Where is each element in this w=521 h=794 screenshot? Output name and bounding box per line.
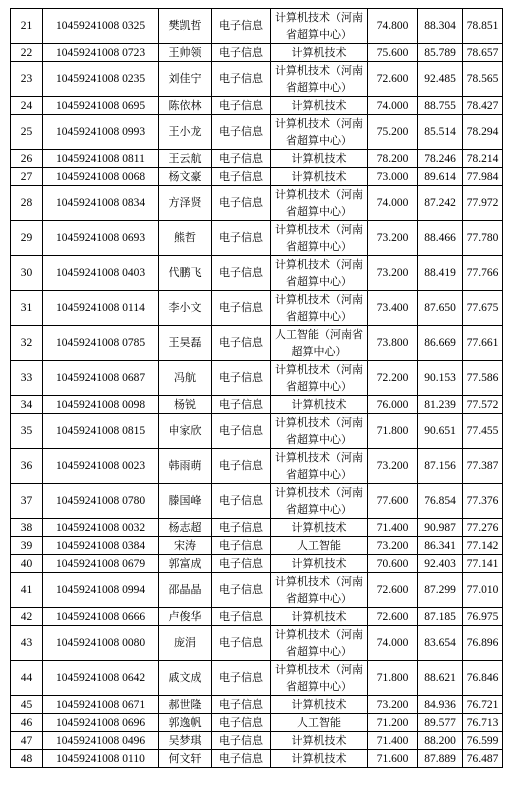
interview-score-cell: 86.341 bbox=[418, 537, 463, 555]
candidate-name-cell: 韩雨萌 bbox=[159, 449, 212, 484]
preliminary-score-cell: 75.200 bbox=[368, 115, 418, 150]
department-cell: 电子信息 bbox=[212, 750, 271, 768]
department-cell: 电子信息 bbox=[212, 484, 271, 519]
candidate-name-cell: 樊凯哲 bbox=[159, 9, 212, 44]
department-cell: 电子信息 bbox=[212, 714, 271, 732]
row-number-cell: 42 bbox=[11, 608, 43, 626]
total-score-cell: 77.141 bbox=[463, 555, 503, 573]
candidate-id-cell: 10459241008 0687 bbox=[43, 361, 159, 396]
candidate-name-cell: 方泽贤 bbox=[159, 186, 212, 221]
candidate-id-cell: 10459241008 0384 bbox=[43, 537, 159, 555]
interview-score-cell: 90.987 bbox=[418, 519, 463, 537]
total-score-cell: 78.657 bbox=[463, 44, 503, 62]
department-cell: 电子信息 bbox=[212, 9, 271, 44]
candidate-id-cell: 10459241008 0114 bbox=[43, 291, 159, 326]
table-row bbox=[11, 696, 503, 714]
preliminary-score-cell: 76.000 bbox=[368, 396, 418, 414]
total-score-cell: 76.721 bbox=[463, 696, 503, 714]
row-number-cell: 24 bbox=[11, 97, 43, 115]
interview-score-cell: 92.485 bbox=[418, 62, 463, 97]
row-number-cell: 43 bbox=[11, 626, 43, 661]
major-cell: 计算机技术（河南省超算中心） bbox=[271, 414, 368, 449]
table-row bbox=[11, 150, 503, 168]
major-cell: 计算机技术 bbox=[271, 396, 368, 414]
candidate-id-cell: 10459241008 0080 bbox=[43, 626, 159, 661]
major-cell: 计算机技术 bbox=[271, 168, 368, 186]
row-number-cell: 40 bbox=[11, 555, 43, 573]
candidate-id-cell: 10459241008 0666 bbox=[43, 608, 159, 626]
table-row bbox=[11, 256, 503, 291]
row-number-cell: 28 bbox=[11, 186, 43, 221]
candidate-id-cell: 10459241008 0496 bbox=[43, 732, 159, 750]
table-row bbox=[11, 414, 503, 449]
candidate-name-cell: 冯航 bbox=[159, 361, 212, 396]
major-cell: 计算机技术 bbox=[271, 44, 368, 62]
total-score-cell: 77.455 bbox=[463, 414, 503, 449]
candidate-id-cell: 10459241008 0235 bbox=[43, 62, 159, 97]
major-cell: 计算机技术 bbox=[271, 555, 368, 573]
department-cell: 电子信息 bbox=[212, 449, 271, 484]
candidate-id-cell: 10459241008 0110 bbox=[43, 750, 159, 768]
table-row bbox=[11, 221, 503, 256]
department-cell: 电子信息 bbox=[212, 396, 271, 414]
total-score-cell: 78.851 bbox=[463, 9, 503, 44]
table-row bbox=[11, 608, 503, 626]
total-score-cell: 77.586 bbox=[463, 361, 503, 396]
candidate-name-cell: 李小文 bbox=[159, 291, 212, 326]
table-row bbox=[11, 9, 503, 44]
candidate-id-cell: 10459241008 0642 bbox=[43, 661, 159, 696]
interview-score-cell: 89.577 bbox=[418, 714, 463, 732]
preliminary-score-cell: 77.600 bbox=[368, 484, 418, 519]
candidate-id-cell: 10459241008 0696 bbox=[43, 714, 159, 732]
interview-score-cell: 88.304 bbox=[418, 9, 463, 44]
table-row bbox=[11, 519, 503, 537]
major-cell: 计算机技术 bbox=[271, 750, 368, 768]
table-row bbox=[11, 326, 503, 361]
candidate-id-cell: 10459241008 0679 bbox=[43, 555, 159, 573]
preliminary-score-cell: 71.200 bbox=[368, 714, 418, 732]
department-cell: 电子信息 bbox=[212, 519, 271, 537]
department-cell: 电子信息 bbox=[212, 608, 271, 626]
candidate-id-cell: 10459241008 0068 bbox=[43, 168, 159, 186]
candidate-id-cell: 10459241008 0098 bbox=[43, 396, 159, 414]
major-cell: 计算机技术 bbox=[271, 696, 368, 714]
preliminary-score-cell: 74.000 bbox=[368, 186, 418, 221]
preliminary-score-cell: 72.600 bbox=[368, 573, 418, 608]
candidate-name-cell: 戚文成 bbox=[159, 661, 212, 696]
interview-score-cell: 87.156 bbox=[418, 449, 463, 484]
major-cell: 计算机技术（河南省超算中心） bbox=[271, 661, 368, 696]
row-number-cell: 30 bbox=[11, 256, 43, 291]
candidate-name-cell: 郭逸帆 bbox=[159, 714, 212, 732]
preliminary-score-cell: 72.200 bbox=[368, 361, 418, 396]
department-cell: 电子信息 bbox=[212, 44, 271, 62]
preliminary-score-cell: 71.800 bbox=[368, 661, 418, 696]
preliminary-score-cell: 73.200 bbox=[368, 449, 418, 484]
total-score-cell: 77.142 bbox=[463, 537, 503, 555]
department-cell: 电子信息 bbox=[212, 626, 271, 661]
interview-score-cell: 88.621 bbox=[418, 661, 463, 696]
candidate-name-cell: 宋涛 bbox=[159, 537, 212, 555]
major-cell: 计算机技术 bbox=[271, 732, 368, 750]
candidate-id-cell: 10459241008 0023 bbox=[43, 449, 159, 484]
preliminary-score-cell: 73.200 bbox=[368, 221, 418, 256]
candidate-name-cell: 郝世隆 bbox=[159, 696, 212, 714]
table-row bbox=[11, 537, 503, 555]
candidate-name-cell: 邵晶晶 bbox=[159, 573, 212, 608]
interview-score-cell: 78.246 bbox=[418, 150, 463, 168]
candidate-name-cell: 刘佳宁 bbox=[159, 62, 212, 97]
candidate-name-cell: 杨锐 bbox=[159, 396, 212, 414]
row-number-cell: 27 bbox=[11, 168, 43, 186]
interview-score-cell: 88.200 bbox=[418, 732, 463, 750]
candidate-name-cell: 王昊磊 bbox=[159, 326, 212, 361]
major-cell: 计算机技术（河南省超算中心） bbox=[271, 449, 368, 484]
department-cell: 电子信息 bbox=[212, 573, 271, 608]
interview-score-cell: 87.650 bbox=[418, 291, 463, 326]
table-row bbox=[11, 750, 503, 768]
candidate-name-cell: 陈依林 bbox=[159, 97, 212, 115]
candidate-name-cell: 申家欣 bbox=[159, 414, 212, 449]
total-score-cell: 77.675 bbox=[463, 291, 503, 326]
candidate-name-cell: 王云航 bbox=[159, 150, 212, 168]
interview-score-cell: 88.419 bbox=[418, 256, 463, 291]
table-row bbox=[11, 168, 503, 186]
table-row bbox=[11, 661, 503, 696]
interview-score-cell: 92.403 bbox=[418, 555, 463, 573]
row-number-cell: 36 bbox=[11, 449, 43, 484]
candidate-name-cell: 何文轩 bbox=[159, 750, 212, 768]
interview-score-cell: 81.239 bbox=[418, 396, 463, 414]
department-cell: 电子信息 bbox=[212, 115, 271, 150]
department-cell: 电子信息 bbox=[212, 62, 271, 97]
major-cell: 计算机技术（河南省超算中心） bbox=[271, 186, 368, 221]
interview-score-cell: 85.789 bbox=[418, 44, 463, 62]
total-score-cell: 77.387 bbox=[463, 449, 503, 484]
candidate-id-cell: 10459241008 0325 bbox=[43, 9, 159, 44]
total-score-cell: 78.565 bbox=[463, 62, 503, 97]
department-cell: 电子信息 bbox=[212, 661, 271, 696]
row-number-cell: 22 bbox=[11, 44, 43, 62]
interview-score-cell: 84.936 bbox=[418, 696, 463, 714]
preliminary-score-cell: 71.800 bbox=[368, 414, 418, 449]
major-cell: 计算机技术 bbox=[271, 97, 368, 115]
interview-score-cell: 86.669 bbox=[418, 326, 463, 361]
candidate-id-cell: 10459241008 0815 bbox=[43, 414, 159, 449]
major-cell: 计算机技术（河南省超算中心） bbox=[271, 573, 368, 608]
major-cell: 计算机技术（河南省超算中心） bbox=[271, 221, 368, 256]
total-score-cell: 76.713 bbox=[463, 714, 503, 732]
total-score-cell: 77.572 bbox=[463, 396, 503, 414]
total-score-cell: 76.896 bbox=[463, 626, 503, 661]
candidate-id-cell: 10459241008 0723 bbox=[43, 44, 159, 62]
candidate-id-cell: 10459241008 0993 bbox=[43, 115, 159, 150]
department-cell: 电子信息 bbox=[212, 150, 271, 168]
candidate-id-cell: 10459241008 0693 bbox=[43, 221, 159, 256]
row-number-cell: 26 bbox=[11, 150, 43, 168]
row-number-cell: 41 bbox=[11, 573, 43, 608]
table-row bbox=[11, 714, 503, 732]
preliminary-score-cell: 78.200 bbox=[368, 150, 418, 168]
major-cell: 计算机技术（河南省超算中心） bbox=[271, 256, 368, 291]
department-cell: 电子信息 bbox=[212, 414, 271, 449]
row-number-cell: 31 bbox=[11, 291, 43, 326]
candidate-name-cell: 代鹏飞 bbox=[159, 256, 212, 291]
results-table bbox=[10, 8, 503, 768]
interview-score-cell: 87.889 bbox=[418, 750, 463, 768]
interview-score-cell: 87.242 bbox=[418, 186, 463, 221]
major-cell: 计算机技术（河南省超算中心） bbox=[271, 361, 368, 396]
candidate-id-cell: 10459241008 0032 bbox=[43, 519, 159, 537]
major-cell: 计算机技术（河南省超算中心） bbox=[271, 291, 368, 326]
table-row bbox=[11, 361, 503, 396]
major-cell: 计算机技术 bbox=[271, 608, 368, 626]
total-score-cell: 76.846 bbox=[463, 661, 503, 696]
department-cell: 电子信息 bbox=[212, 221, 271, 256]
interview-score-cell: 90.651 bbox=[418, 414, 463, 449]
row-number-cell: 34 bbox=[11, 396, 43, 414]
total-score-cell: 77.780 bbox=[463, 221, 503, 256]
department-cell: 电子信息 bbox=[212, 326, 271, 361]
preliminary-score-cell: 73.200 bbox=[368, 696, 418, 714]
department-cell: 电子信息 bbox=[212, 555, 271, 573]
preliminary-score-cell: 70.600 bbox=[368, 555, 418, 573]
table-row bbox=[11, 573, 503, 608]
interview-score-cell: 88.466 bbox=[418, 221, 463, 256]
total-score-cell: 78.294 bbox=[463, 115, 503, 150]
candidate-name-cell: 杨文豪 bbox=[159, 168, 212, 186]
candidate-name-cell: 卢俊华 bbox=[159, 608, 212, 626]
table-row bbox=[11, 97, 503, 115]
candidate-id-cell: 10459241008 0811 bbox=[43, 150, 159, 168]
row-number-cell: 25 bbox=[11, 115, 43, 150]
table-row bbox=[11, 396, 503, 414]
row-number-cell: 44 bbox=[11, 661, 43, 696]
interview-score-cell: 88.755 bbox=[418, 97, 463, 115]
candidate-name-cell: 吴梦琪 bbox=[159, 732, 212, 750]
row-number-cell: 47 bbox=[11, 732, 43, 750]
department-cell: 电子信息 bbox=[212, 696, 271, 714]
row-number-cell: 46 bbox=[11, 714, 43, 732]
total-score-cell: 76.487 bbox=[463, 750, 503, 768]
preliminary-score-cell: 73.200 bbox=[368, 537, 418, 555]
total-score-cell: 77.276 bbox=[463, 519, 503, 537]
table-row bbox=[11, 626, 503, 661]
candidate-name-cell: 杨志超 bbox=[159, 519, 212, 537]
candidate-name-cell: 庞涓 bbox=[159, 626, 212, 661]
interview-score-cell: 89.614 bbox=[418, 168, 463, 186]
major-cell: 人工智能（河南省超算中心） bbox=[271, 326, 368, 361]
department-cell: 电子信息 bbox=[212, 97, 271, 115]
preliminary-score-cell: 75.600 bbox=[368, 44, 418, 62]
interview-score-cell: 85.514 bbox=[418, 115, 463, 150]
preliminary-score-cell: 73.400 bbox=[368, 291, 418, 326]
row-number-cell: 48 bbox=[11, 750, 43, 768]
candidate-id-cell: 10459241008 0780 bbox=[43, 484, 159, 519]
department-cell: 电子信息 bbox=[212, 291, 271, 326]
major-cell: 计算机技术（河南省超算中心） bbox=[271, 626, 368, 661]
department-cell: 电子信息 bbox=[212, 361, 271, 396]
row-number-cell: 21 bbox=[11, 9, 43, 44]
row-number-cell: 33 bbox=[11, 361, 43, 396]
interview-score-cell: 87.299 bbox=[418, 573, 463, 608]
total-score-cell: 77.766 bbox=[463, 256, 503, 291]
results-table-container bbox=[10, 8, 503, 768]
candidate-name-cell: 王帅领 bbox=[159, 44, 212, 62]
table-row bbox=[11, 291, 503, 326]
candidate-name-cell: 滕国峰 bbox=[159, 484, 212, 519]
row-number-cell: 39 bbox=[11, 537, 43, 555]
total-score-cell: 78.214 bbox=[463, 150, 503, 168]
row-number-cell: 32 bbox=[11, 326, 43, 361]
table-row bbox=[11, 484, 503, 519]
candidate-name-cell: 王小龙 bbox=[159, 115, 212, 150]
table-row bbox=[11, 732, 503, 750]
interview-score-cell: 83.654 bbox=[418, 626, 463, 661]
table-row bbox=[11, 44, 503, 62]
interview-score-cell: 90.153 bbox=[418, 361, 463, 396]
major-cell: 计算机技术（河南省超算中心） bbox=[271, 484, 368, 519]
table-row bbox=[11, 115, 503, 150]
preliminary-score-cell: 71.600 bbox=[368, 750, 418, 768]
results-table-body bbox=[11, 9, 503, 768]
total-score-cell: 76.975 bbox=[463, 608, 503, 626]
candidate-id-cell: 10459241008 0994 bbox=[43, 573, 159, 608]
preliminary-score-cell: 73.800 bbox=[368, 326, 418, 361]
total-score-cell: 77.376 bbox=[463, 484, 503, 519]
major-cell: 计算机技术（河南省超算中心） bbox=[271, 9, 368, 44]
candidate-id-cell: 10459241008 0671 bbox=[43, 696, 159, 714]
table-row bbox=[11, 186, 503, 221]
interview-score-cell: 87.185 bbox=[418, 608, 463, 626]
row-number-cell: 38 bbox=[11, 519, 43, 537]
interview-score-cell: 76.854 bbox=[418, 484, 463, 519]
candidate-name-cell: 郭富成 bbox=[159, 555, 212, 573]
major-cell: 计算机技术（河南省超算中心） bbox=[271, 115, 368, 150]
total-score-cell: 78.427 bbox=[463, 97, 503, 115]
row-number-cell: 45 bbox=[11, 696, 43, 714]
major-cell: 计算机技术（河南省超算中心） bbox=[271, 62, 368, 97]
department-cell: 电子信息 bbox=[212, 732, 271, 750]
row-number-cell: 35 bbox=[11, 414, 43, 449]
preliminary-score-cell: 72.600 bbox=[368, 62, 418, 97]
total-score-cell: 77.984 bbox=[463, 168, 503, 186]
major-cell: 人工智能 bbox=[271, 537, 368, 555]
preliminary-score-cell: 73.200 bbox=[368, 256, 418, 291]
table-row bbox=[11, 62, 503, 97]
preliminary-score-cell: 71.400 bbox=[368, 732, 418, 750]
major-cell: 人工智能 bbox=[271, 714, 368, 732]
department-cell: 电子信息 bbox=[212, 537, 271, 555]
preliminary-score-cell: 72.600 bbox=[368, 608, 418, 626]
total-score-cell: 76.599 bbox=[463, 732, 503, 750]
row-number-cell: 29 bbox=[11, 221, 43, 256]
candidate-id-cell: 10459241008 0403 bbox=[43, 256, 159, 291]
total-score-cell: 77.661 bbox=[463, 326, 503, 361]
candidate-id-cell: 10459241008 0695 bbox=[43, 97, 159, 115]
preliminary-score-cell: 74.800 bbox=[368, 9, 418, 44]
row-number-cell: 37 bbox=[11, 484, 43, 519]
major-cell: 计算机技术 bbox=[271, 519, 368, 537]
row-number-cell: 23 bbox=[11, 62, 43, 97]
preliminary-score-cell: 74.000 bbox=[368, 97, 418, 115]
preliminary-score-cell: 74.000 bbox=[368, 626, 418, 661]
department-cell: 电子信息 bbox=[212, 186, 271, 221]
table-row bbox=[11, 555, 503, 573]
department-cell: 电子信息 bbox=[212, 168, 271, 186]
table-row bbox=[11, 449, 503, 484]
preliminary-score-cell: 71.400 bbox=[368, 519, 418, 537]
candidate-id-cell: 10459241008 0785 bbox=[43, 326, 159, 361]
major-cell: 计算机技术 bbox=[271, 150, 368, 168]
preliminary-score-cell: 73.000 bbox=[368, 168, 418, 186]
candidate-name-cell: 熊哲 bbox=[159, 221, 212, 256]
candidate-id-cell: 10459241008 0834 bbox=[43, 186, 159, 221]
total-score-cell: 77.972 bbox=[463, 186, 503, 221]
department-cell: 电子信息 bbox=[212, 256, 271, 291]
total-score-cell: 77.010 bbox=[463, 573, 503, 608]
